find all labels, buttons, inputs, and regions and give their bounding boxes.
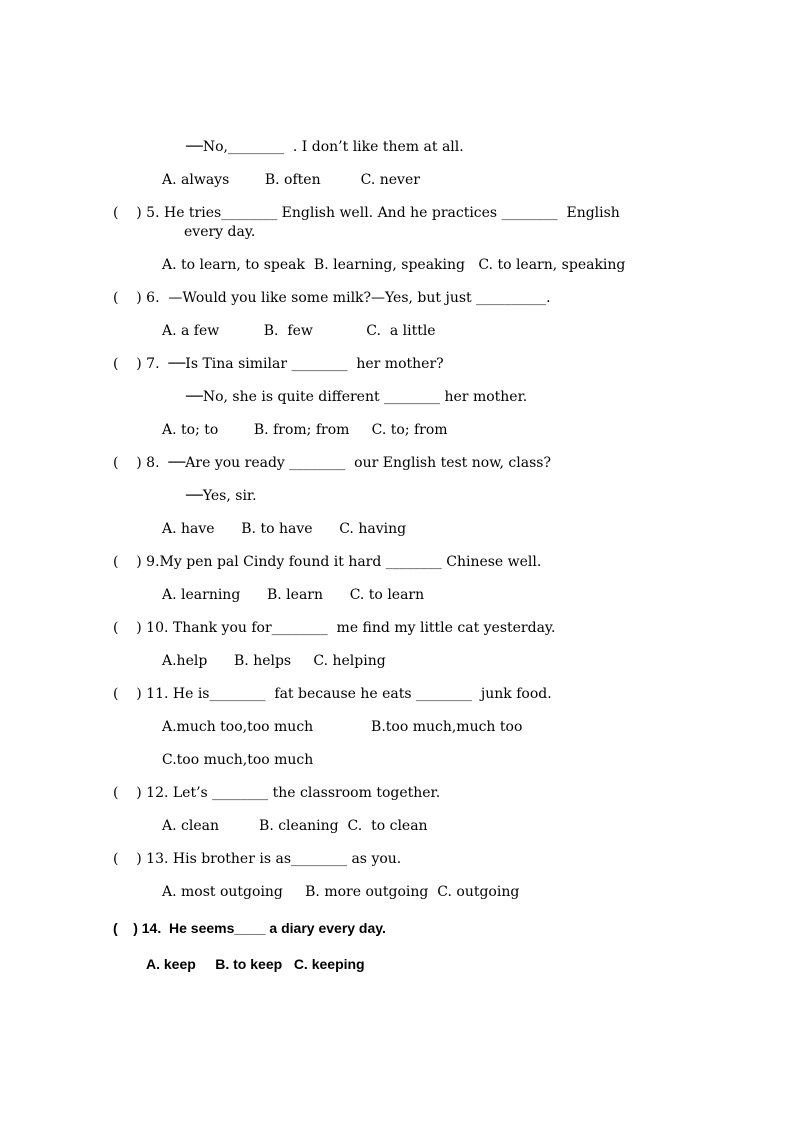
q9-stem: ( ) 9.My pen pal Cindy found it hard ________ Chinese well. (113, 554, 542, 570)
q6-options: A. a few B. few C. a little (162, 323, 436, 339)
q8-options: A. have B. to have C. having (162, 521, 407, 537)
q12-options: A. clean B. cleaning C. to clean (162, 818, 428, 834)
q13-stem: ( ) 13. His brother is as________ as you. (113, 851, 402, 867)
q14-options: A. keep B. to keep C. keeping (146, 956, 365, 972)
q12-stem: ( ) 12. Let’s ________ the classroom together. (113, 785, 441, 801)
q8-reply: ──Yes, sir. (186, 488, 257, 504)
q10-options: A.help B. helps C. helping (162, 653, 386, 669)
q14-stem: ( ) 14. He seems____ a diary every day. (113, 920, 386, 936)
q5-stem-continued: every day. (184, 224, 256, 240)
q4-answer-line: ──No,________ . I don’t like them at all. (186, 139, 464, 155)
q11-options: A.much too,too much B.too much,much too (162, 719, 523, 735)
q7-stem: ( ) 7. ──Is Tina similar ________ her mother? (113, 356, 444, 372)
q6-stem: ( ) 6. —Would you like some milk?—Yes, but just __________. (113, 290, 551, 306)
q7-options: A. to; to B. from; from C. to; from (162, 422, 448, 438)
q13-options: A. most outgoing B. more outgoing C. outgoing (162, 884, 520, 900)
q7-reply: ──No, she is quite different ________ her mother. (186, 389, 528, 405)
q11-options-continued: C.too much,too much (162, 752, 314, 768)
q9-options: A. learning B. learn C. to learn (162, 587, 425, 603)
q4-options: A. always B. often C. never (162, 172, 420, 188)
q5-options: A. to learn, to speak B. learning, speaking C. to learn, speaking (162, 257, 626, 273)
q11-stem: ( ) 11. He is________ fat because he eats ________ junk food. (113, 686, 552, 702)
q8-stem: ( ) 8. ──Are you ready ________ our English test now, class? (113, 455, 551, 471)
q5-stem: ( ) 5. He tries________ English well. And he practices ________ English (113, 205, 620, 221)
q10-stem: ( ) 10. Thank you for________ me find my little cat yesterday. (113, 620, 556, 636)
